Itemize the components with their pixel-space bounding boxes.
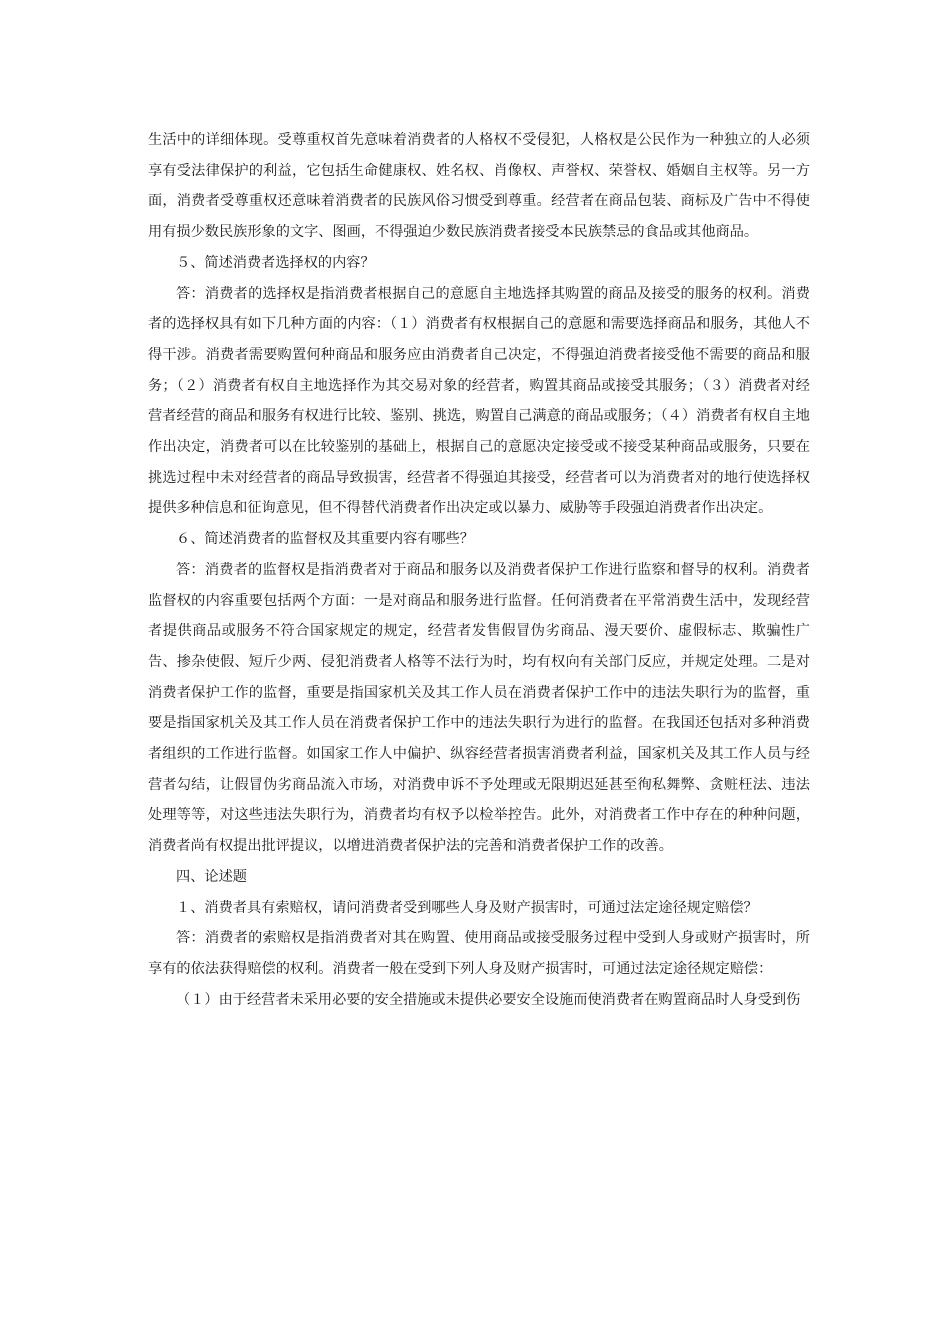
section-4-heading: 四、论述题 (176, 868, 247, 885)
answer-5-paragraph: 答：消费者的选择权是指消费者根据自己的意愿自主地选择其购置的商品及接受的服务的权利。消费者的选择权具有如下几种方面的内容：（１）消费者有权根据自己的意愿和需要选择商品和服务，其他人不得干涉。消费者需要购置何种商品和服务应由消费者自己决定，不得强迫消费者接受他不需要的商品和服务；（２）消费者有权自主地选择作为其交易对象的经营者，购置其商品或接受其服务；（３）消费者对经营者经营的商品和服务有权进行比较、鉴别、挑选，购置自己满意的商品或服务；（４）消费者有权自主地作出决定，消费者可以在比较鉴别的基础上，根据自己的意愿决定接受或不接受某种商品或服务，只要在挑选过程中未对经营者的商品导致损害，经营者不得强迫其接受，经营者可以为消费者对的地行使选择权提供多种信息和征询意见，但不得替代消费者作出决定或以暴力、威胁等手段强迫消费者作出决定。 (148, 285, 810, 517)
question-5-heading: ５、简述消费者选择权的内容？ (176, 254, 375, 271)
paragraph-respect-right: 生活中的详细体现。受尊重权首先意味着消费者的人格权不受侵犯，人格权是公民作为一种独立的人必须享有受法律保护的利益，它包括生命健康权、姓名权、肖像权、声誉权、荣誉权、婚姻自主权等。另一方面，消费者受尊重权还意味着消费者的民族风俗习惯受到尊重。经营者在商品包装、商标及广告中不得使用有损少数民族形象的文字、图画，不得强迫少数民族消费者接受本民族禁忌的食品或其他商品。 (148, 132, 810, 241)
answer-6-paragraph: 答：消费者的监督权是指消费者对于商品和服务以及消费者保护工作进行监察和督导的权利。消费者监督权的内容重要包括两个方面：一是对商品和服务进行监督。任何消费者在平常消费生活中，发现经营者提供商品或服务不符合国家规定的规定，经营者发售假冒伪劣商品、漫天要价、虚假标志、欺骗性广告、掺杂使假、短斤少两、侵犯消费者人格等不法行为时，均有权向有关部门反应，并规定处理。二是对消费者保护工作的监督，重要是指国家机关及其工作人员在消费者保护工作中的违法失职行为的监督，重要是指国家机关及其工作人员在消费者保护工作中的违法失职行为进行的监督。在我国还包括对多种消费者组织的工作进行监督。如国家工作人中偏护、纵容经营者损害消费者利益，国家机关及其工作人员与经营者勾结，让假冒伪劣商品流入市场，对消费申诉不予处理或无限期迟延甚至徇私舞弊、贪赃枉法、违法处理等等，对这些违法失职行为，消费者均有权予以检举控告。此外，对消费者工作中存在的种种问题，消费者尚有权提出批评提议，以增进消费者保护法的完善和消费者保护工作的改善。 (148, 561, 810, 855)
essay-answer-1-paragraph: 答：消费者的索赔权是指消费者对其在购置、使用商品或接受服务过程中受到人身或财产损害时，所享有的依法获得赔偿的权利。消费者一般在受到下列人身及财产损害时，可通过法定途径规定赔偿： (148, 930, 810, 977)
question-6-heading: ６、简述消费者的监督权及其重要内容有哪些？ (176, 531, 474, 548)
document-page (148, 125, 810, 1015)
essay-question-1-heading: １、消费者具有索赔权，请问消费者受到哪些人身及财产损害时，可通过法定途径规定赔偿？ (176, 899, 758, 916)
essay-answer-1-item-1: （１）由于经营者未采用必要的安全措施或未提供必要安全设施而使消费者在购置商品时人身受到伤 (176, 991, 801, 1008)
